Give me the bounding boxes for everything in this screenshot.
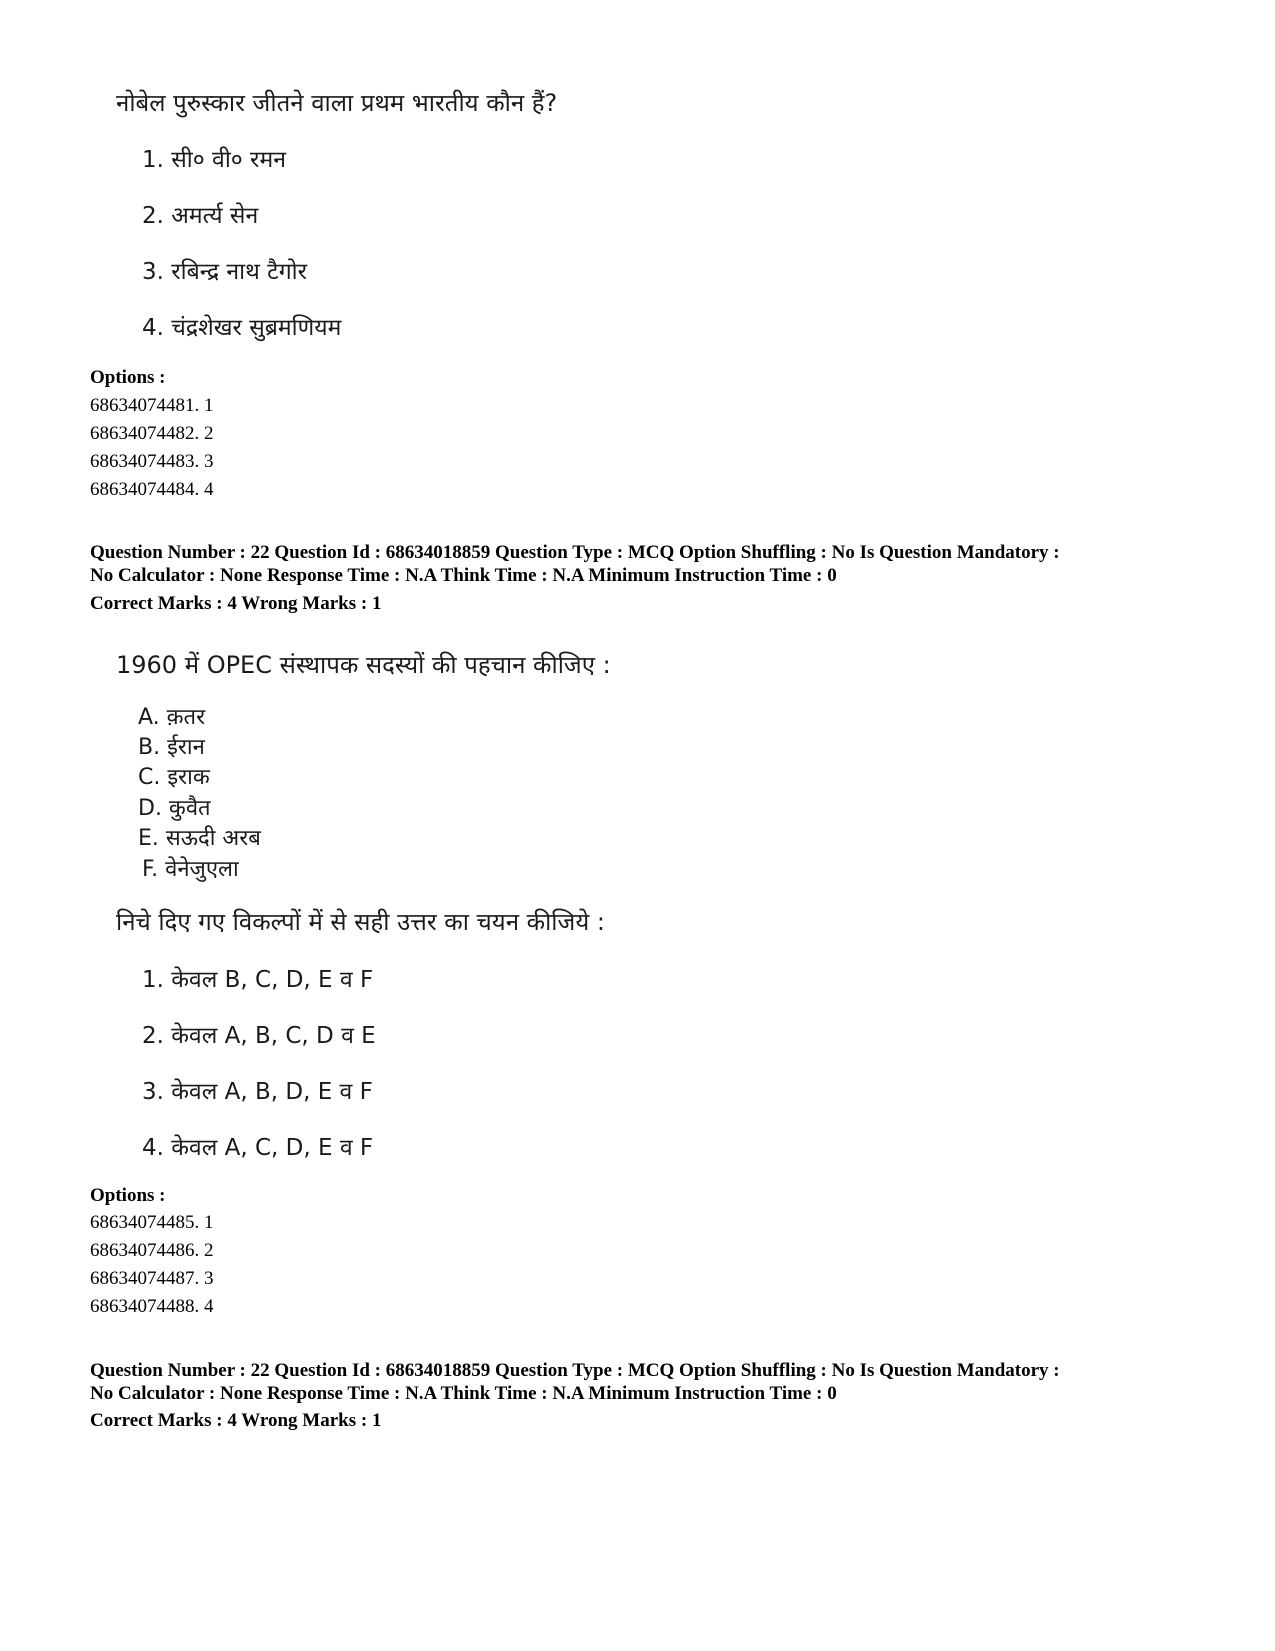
question-choice: 1. केवल B, C, D, E व F: [142, 967, 374, 993]
option-id: 68634074486. 2: [90, 1240, 214, 1261]
option-id: 68634074484. 4: [90, 479, 214, 500]
question-item: D. कुवैत: [138, 796, 211, 821]
question-instruction: निचे दिए गए विकल्पों में से सही उत्तर का चयन कीजिये :: [116, 908, 605, 936]
question-marks: Correct Marks : 4 Wrong Marks : 1: [90, 593, 382, 614]
question-text: 1960 में OPEC संस्थापक सदस्यों की पहचान कीजिए :: [116, 651, 611, 679]
question-meta-line: Question Number : 22 Question Id : 68634018859 Question Type : MCQ Option Shuffling : No Is Question Mandatory :: [90, 1360, 1060, 1381]
question-choice: 2. केवल A, B, C, D व E: [142, 1023, 376, 1049]
option-id: 68634074482. 2: [90, 423, 214, 444]
options-label: Options :: [90, 367, 166, 388]
question-choice: 4. केवल A, C, D, E व F: [142, 1135, 374, 1161]
question-meta-line: No Calculator : None Response Time : N.A Think Time : N.A Minimum Instruction Time : 0: [90, 565, 837, 586]
options-label: Options :: [90, 1185, 166, 1206]
question-choice: 4. चंद्रशेखर सुब्रमणियम: [142, 315, 342, 341]
question-item: B. ईरान: [138, 735, 205, 760]
question-item: E. सऊदी अरब: [138, 826, 261, 851]
question-item: C. इराक: [138, 765, 210, 790]
option-id: 68634074488. 4: [90, 1296, 214, 1317]
question-marks: Correct Marks : 4 Wrong Marks : 1: [90, 1410, 382, 1431]
question-item: F. वेनेजुएला: [142, 857, 239, 882]
option-id: 68634074485. 1: [90, 1212, 214, 1233]
question-choice: 3. रबिन्द्र नाथ टैगोर: [142, 259, 308, 285]
question-choice: 2. अमर्त्य सेन: [142, 203, 259, 229]
question-choice: 1. सी० वी० रमन: [142, 147, 286, 173]
question-choice: 3. केवल A, B, D, E व F: [142, 1079, 373, 1105]
question-text: नोबेल पुरुस्कार जीतने वाला प्रथम भारतीय कौन हैं?: [116, 89, 558, 117]
option-id: 68634074481. 1: [90, 395, 214, 416]
option-id: 68634074487. 3: [90, 1268, 214, 1289]
question-item: A. क़तर: [138, 705, 206, 730]
question-meta-line: No Calculator : None Response Time : N.A Think Time : N.A Minimum Instruction Time : 0: [90, 1383, 837, 1404]
question-meta-line: Question Number : 22 Question Id : 68634018859 Question Type : MCQ Option Shuffling : No Is Question Mandatory :: [90, 542, 1060, 563]
option-id: 68634074483. 3: [90, 451, 214, 472]
